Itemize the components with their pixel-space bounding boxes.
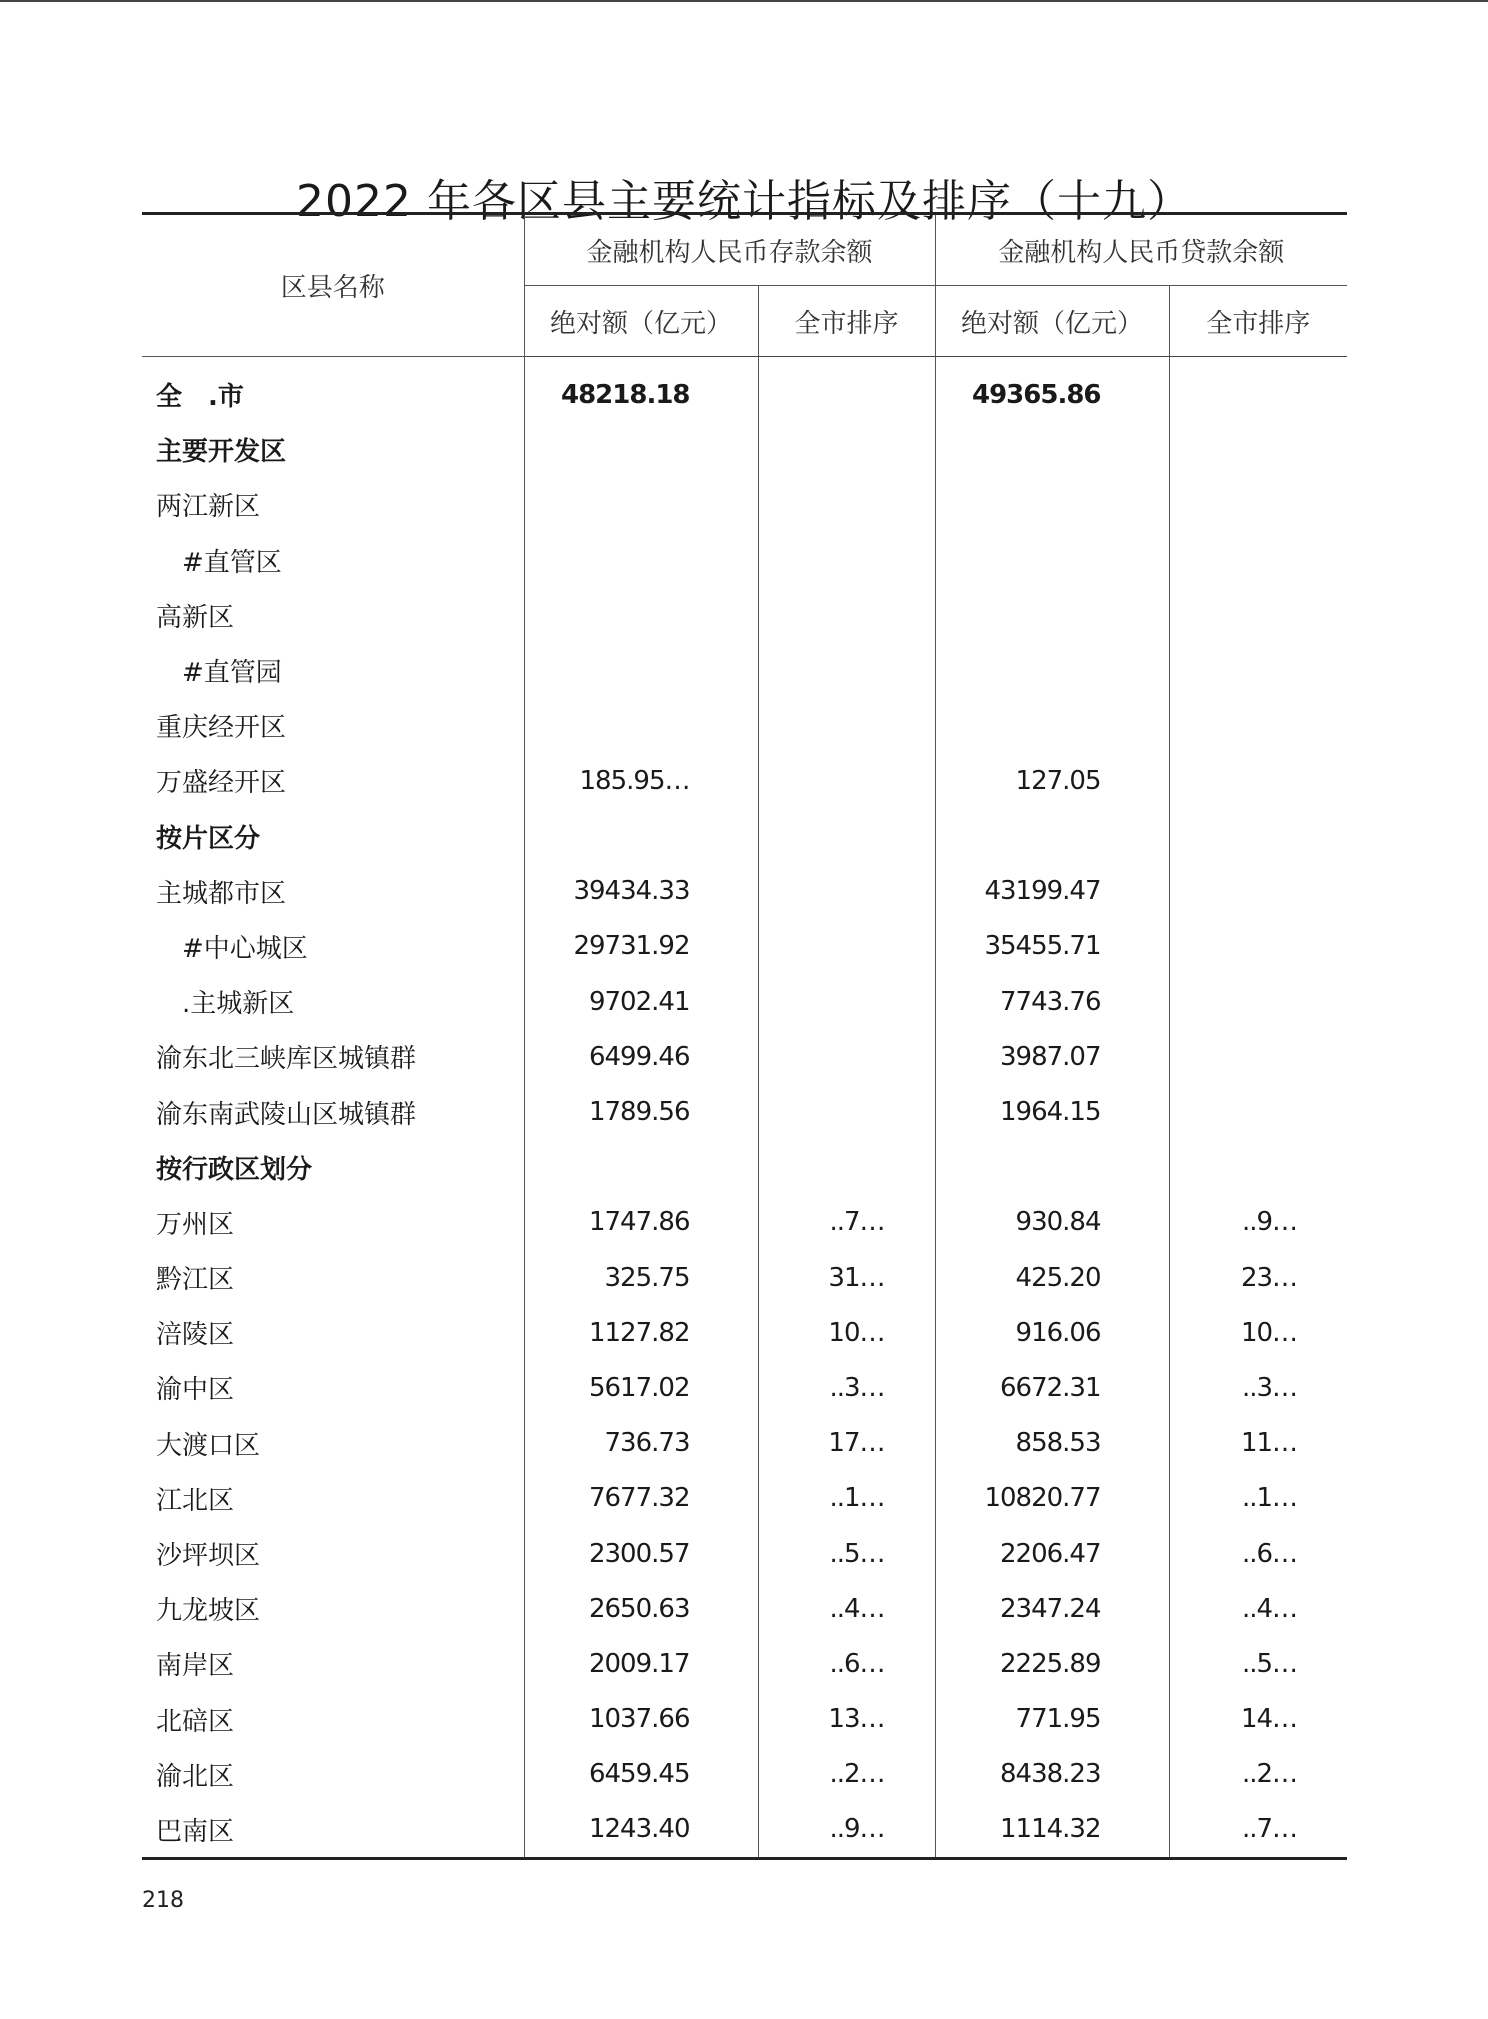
region-name-cell: 沙坪坝区 xyxy=(156,1541,261,1572)
loan-rank-cell xyxy=(1169,919,1347,974)
deposit-rank-cell xyxy=(758,698,935,753)
loan-amount-cell: 425.20 xyxy=(935,1250,1169,1305)
deposit-rank-cell: ..9… xyxy=(758,1802,935,1859)
loan-rank-cell xyxy=(1169,753,1347,808)
deposit-amount-cell: 6499.46 xyxy=(524,1029,758,1084)
deposit-rank-cell: 31… xyxy=(758,1250,935,1305)
loan-amount-cell xyxy=(935,477,1169,532)
loan-amount-cell: 2206.47 xyxy=(935,1526,1169,1581)
region-name-cell: 南岸区 xyxy=(156,1651,235,1682)
loan-rank-cell xyxy=(1169,357,1347,423)
loan-rank-cell xyxy=(1169,698,1347,753)
deposit-rank-cell: ..3… xyxy=(758,1360,935,1415)
loan-amount-cell: 10820.77 xyxy=(935,1471,1169,1526)
deposit-rank-cell: ..1… xyxy=(758,1471,935,1526)
deposit-rank-cell: 17… xyxy=(758,1416,935,1471)
loan-amount-cell: 916.06 xyxy=(935,1305,1169,1360)
loan-rank-cell: ..3… xyxy=(1169,1360,1347,1415)
loan-amount-cell: 127.05 xyxy=(935,753,1169,808)
table-row xyxy=(142,422,1347,477)
table-row xyxy=(142,1526,1347,1581)
loan-rank-cell xyxy=(1169,533,1347,588)
table-row xyxy=(142,919,1347,974)
region-name-cell: 北碚区 xyxy=(156,1706,235,1737)
loan-amount-cell: 7743.76 xyxy=(935,974,1169,1029)
deposit-rank-cell: ..5… xyxy=(758,1526,935,1581)
loan-rank-cell: ..7… xyxy=(1169,1802,1347,1859)
region-name-cell: 九龙坡区 xyxy=(156,1596,261,1627)
table-row xyxy=(142,1416,1347,1471)
deposit-amount-cell: 325.75 xyxy=(524,1250,758,1305)
region-name-cell: 按片区分 xyxy=(156,823,261,854)
table-row xyxy=(142,477,1347,532)
table-row xyxy=(142,588,1347,643)
region-name-cell: .主城新区 xyxy=(156,989,295,1020)
loan-amount-header: 绝对额（亿元） xyxy=(935,286,1169,357)
deposit-amount-cell: 9702.41 xyxy=(524,974,758,1029)
deposit-amount-cell: 29731.92 xyxy=(524,919,758,974)
deposit-rank-cell xyxy=(758,643,935,698)
loan-group-header: 金融机构人民币贷款余额 xyxy=(935,214,1347,286)
loan-rank-cell: 23… xyxy=(1169,1250,1347,1305)
loan-rank-cell: ..2… xyxy=(1169,1747,1347,1802)
loan-rank-cell: 14… xyxy=(1169,1692,1347,1747)
statistics-table xyxy=(142,212,1347,1860)
deposit-rank-cell xyxy=(758,1029,935,1084)
region-name-cell: 渝中区 xyxy=(156,1375,235,1406)
region-name-cell: 重庆经开区 xyxy=(156,713,287,744)
loan-amount-cell xyxy=(935,809,1169,864)
region-name-cell: #直管园 xyxy=(156,658,282,689)
page-title: 2022 年各区县主要统计指标及排序（十九） xyxy=(296,176,1192,228)
loan-amount-cell xyxy=(935,698,1169,753)
table-row xyxy=(142,698,1347,753)
region-name-cell: 高新区 xyxy=(156,602,235,633)
deposit-amount-cell: 1747.86 xyxy=(524,1195,758,1250)
region-name-cell: 按行政区划分 xyxy=(156,1154,313,1185)
region-name-cell: 万盛经开区 xyxy=(156,768,287,799)
deposit-rank-cell xyxy=(758,422,935,477)
table-row xyxy=(142,1692,1347,1747)
loan-amount-cell: 49365.86 xyxy=(935,357,1169,423)
loan-rank-cell xyxy=(1169,809,1347,864)
deposit-amount-cell: 1127.82 xyxy=(524,1305,758,1360)
loan-rank-cell xyxy=(1169,974,1347,1029)
table-row xyxy=(142,1029,1347,1084)
loan-rank-cell xyxy=(1169,643,1347,698)
table-row xyxy=(142,1802,1347,1859)
loan-rank-cell xyxy=(1169,588,1347,643)
table-row xyxy=(142,1195,1347,1250)
deposit-amount-cell: 2009.17 xyxy=(524,1636,758,1691)
loan-amount-cell: 6672.31 xyxy=(935,1360,1169,1415)
deposit-amount-cell xyxy=(524,809,758,864)
loan-amount-cell xyxy=(935,643,1169,698)
deposit-amount-cell xyxy=(524,588,758,643)
deposit-amount-cell: 48218.18 xyxy=(524,357,758,423)
region-name-cell: 江北区 xyxy=(156,1485,235,1516)
deposit-amount-header: 绝对额（亿元） xyxy=(524,286,758,357)
deposit-amount-cell: 736.73 xyxy=(524,1416,758,1471)
region-name-cell: 渝东北三峡库区城镇群 xyxy=(156,1044,417,1075)
table-row xyxy=(142,643,1347,698)
region-name-cell: 两江新区 xyxy=(156,492,261,523)
loan-amount-cell: 1964.15 xyxy=(935,1084,1169,1139)
loan-amount-cell xyxy=(935,1140,1169,1195)
deposit-amount-cell: 185.95… xyxy=(524,753,758,808)
loan-rank-cell: ..4… xyxy=(1169,1581,1347,1636)
deposit-rank-cell: 10… xyxy=(758,1305,935,1360)
deposit-amount-cell: 2300.57 xyxy=(524,1526,758,1581)
region-name-cell: 渝北区 xyxy=(156,1761,235,1792)
deposit-rank-cell xyxy=(758,1140,935,1195)
region-name-cell: 涪陵区 xyxy=(156,1320,235,1351)
table-row xyxy=(142,864,1347,919)
deposit-amount-cell xyxy=(524,477,758,532)
table-header xyxy=(142,214,1347,357)
table-row xyxy=(142,1471,1347,1526)
table-row xyxy=(142,533,1347,588)
deposit-rank-cell xyxy=(758,809,935,864)
deposit-rank-cell xyxy=(758,974,935,1029)
region-name-cell: 黔江区 xyxy=(156,1265,235,1296)
deposit-rank-cell xyxy=(758,753,935,808)
region-name-cell: 主要开发区 xyxy=(156,437,287,468)
loan-amount-cell: 35455.71 xyxy=(935,919,1169,974)
loan-rank-cell xyxy=(1169,422,1347,477)
table-row xyxy=(142,357,1347,423)
table-row xyxy=(142,1084,1347,1139)
deposit-amount-cell: 7677.32 xyxy=(524,1471,758,1526)
table-row xyxy=(142,1636,1347,1691)
deposit-rank-header: 全市排序 xyxy=(758,286,935,357)
loan-rank-cell: ..6… xyxy=(1169,1526,1347,1581)
deposit-rank-cell xyxy=(758,919,935,974)
deposit-rank-cell xyxy=(758,864,935,919)
deposit-amount-cell xyxy=(524,533,758,588)
deposit-rank-cell: ..7… xyxy=(758,1195,935,1250)
loan-amount-cell: 43199.47 xyxy=(935,864,1169,919)
loan-amount-cell: 858.53 xyxy=(935,1416,1169,1471)
table-row xyxy=(142,753,1347,808)
deposit-rank-cell: ..6… xyxy=(758,1636,935,1691)
region-name-header: 区县名称 xyxy=(142,214,524,357)
table-row xyxy=(142,1360,1347,1415)
loan-amount-cell: 3987.07 xyxy=(935,1029,1169,1084)
deposit-amount-cell: 2650.63 xyxy=(524,1581,758,1636)
loan-amount-cell xyxy=(935,588,1169,643)
loan-rank-cell: ..5… xyxy=(1169,1636,1347,1691)
deposit-rank-cell xyxy=(758,1084,935,1139)
loan-amount-cell xyxy=(935,533,1169,588)
page-top-border xyxy=(0,0,1488,2)
region-name-cell: 渝东南武陵山区城镇群 xyxy=(156,1099,417,1130)
deposit-amount-cell: 1243.40 xyxy=(524,1802,758,1859)
deposit-amount-cell xyxy=(524,643,758,698)
table-row xyxy=(142,1747,1347,1802)
region-name-cell: 主城都市区 xyxy=(156,878,287,909)
loan-rank-cell xyxy=(1169,1084,1347,1139)
loan-amount-cell: 8438.23 xyxy=(935,1747,1169,1802)
loan-rank-cell: ..1… xyxy=(1169,1471,1347,1526)
deposit-amount-cell xyxy=(524,1140,758,1195)
table-row xyxy=(142,1581,1347,1636)
deposit-amount-cell: 5617.02 xyxy=(524,1360,758,1415)
table-row xyxy=(142,809,1347,864)
loan-rank-cell xyxy=(1169,477,1347,532)
deposit-rank-cell: 13… xyxy=(758,1692,935,1747)
deposit-rank-cell xyxy=(758,477,935,532)
deposit-amount-cell: 6459.45 xyxy=(524,1747,758,1802)
loan-rank-cell: ..9… xyxy=(1169,1195,1347,1250)
deposit-amount-cell: 39434.33 xyxy=(524,864,758,919)
table-body xyxy=(142,357,1347,1859)
loan-rank-cell: 10… xyxy=(1169,1305,1347,1360)
deposit-rank-cell xyxy=(758,533,935,588)
loan-rank-cell xyxy=(1169,1029,1347,1084)
table-row xyxy=(142,1305,1347,1360)
loan-amount-cell xyxy=(935,422,1169,477)
deposit-amount-cell: 1789.56 xyxy=(524,1084,758,1139)
deposit-rank-cell xyxy=(758,357,935,423)
deposit-group-header: 金融机构人民币存款余额 xyxy=(524,214,935,286)
loan-amount-cell: 930.84 xyxy=(935,1195,1169,1250)
deposit-amount-cell: 1037.66 xyxy=(524,1692,758,1747)
region-name-cell: #直管区 xyxy=(156,547,282,578)
loan-rank-cell xyxy=(1169,864,1347,919)
region-name-cell: 万州区 xyxy=(156,1209,235,1240)
loan-amount-cell: 771.95 xyxy=(935,1692,1169,1747)
region-name-cell: 全 .市 xyxy=(156,382,244,413)
deposit-amount-cell xyxy=(524,698,758,753)
deposit-rank-cell xyxy=(758,588,935,643)
loan-rank-header: 全市排序 xyxy=(1169,286,1347,357)
deposit-amount-cell xyxy=(524,422,758,477)
loan-rank-cell: 11… xyxy=(1169,1416,1347,1471)
loan-amount-cell: 1114.32 xyxy=(935,1802,1169,1859)
deposit-rank-cell: ..2… xyxy=(758,1747,935,1802)
table-row xyxy=(142,974,1347,1029)
region-name-cell: 巴南区 xyxy=(156,1816,235,1847)
region-name-cell: 大渡口区 xyxy=(156,1430,261,1461)
page-number: 218 xyxy=(142,1888,184,1913)
loan-rank-cell xyxy=(1169,1140,1347,1195)
loan-amount-cell: 2347.24 xyxy=(935,1581,1169,1636)
loan-amount-cell: 2225.89 xyxy=(935,1636,1169,1691)
deposit-rank-cell: ..4… xyxy=(758,1581,935,1636)
table-row xyxy=(142,1250,1347,1305)
table-row xyxy=(142,1140,1347,1195)
region-name-cell: #中心城区 xyxy=(156,933,308,964)
